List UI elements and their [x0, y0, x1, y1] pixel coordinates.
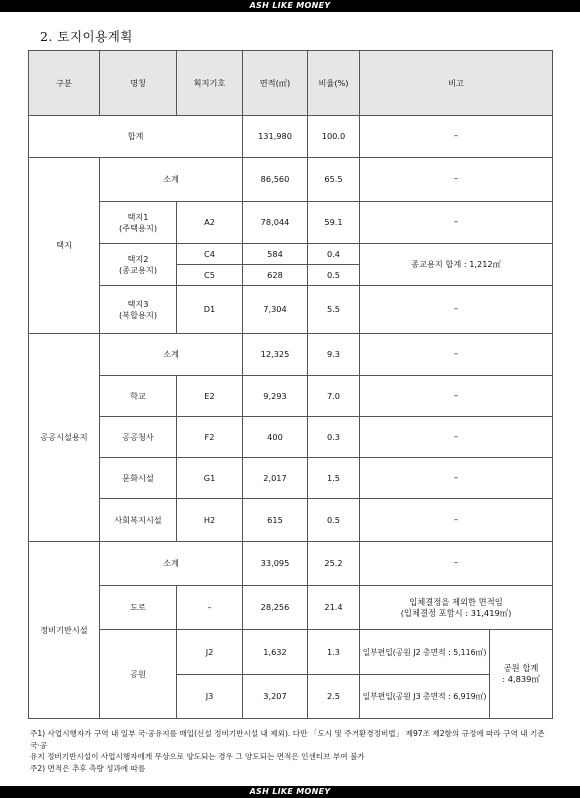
table-row-housing-subtotal: [29, 158, 553, 202]
housing-2b-ratio: 0.5: [308, 265, 360, 286]
school-code: E2: [177, 376, 243, 417]
housing-2-name-line2: (종교용지): [118, 264, 158, 275]
housing-subtotal-ratio: 65.5: [308, 158, 360, 202]
section-heading: 2. 토지이용계획: [40, 29, 133, 44]
infra-subtotal-ratio: 25.2: [308, 542, 360, 586]
road-area: 28,256: [243, 586, 308, 630]
park-j3-area: 3,207: [243, 675, 308, 719]
housing-3-area: 7,304: [243, 286, 308, 334]
table-row-public-subtotal: [29, 334, 553, 376]
park-j2-code: J2: [177, 630, 243, 675]
public-subtotal-label: 소계: [100, 334, 243, 376]
housing-1-code: A2: [177, 202, 243, 244]
col-header-area: 면적(㎡): [243, 51, 308, 116]
school-area: 9,293: [243, 376, 308, 417]
school-note: –: [360, 376, 553, 417]
footnote-1b: 유지 정비기반시설이 사업시행자에게 무상으로 양도되는 경우 그 양도되는 면적은 인센티브 부여 불가: [30, 752, 365, 761]
land-use-table: [28, 50, 553, 719]
col-header-ratio: 비율(%): [308, 51, 360, 116]
housing-2b-area: 628: [243, 265, 308, 286]
road-code: –: [177, 586, 243, 630]
park-j2-ratio: 1.3: [308, 630, 360, 675]
welfare-code: H2: [177, 499, 243, 542]
park-sum-line1: 공원 합계: [503, 663, 539, 673]
footnote-2: 주2) 면적은 추후 측량 성과에 따름: [30, 763, 146, 773]
welfare-area: 615: [243, 499, 308, 542]
housing-2a-code: C4: [177, 244, 243, 265]
infra-subtotal-area: 33,095: [243, 542, 308, 586]
road-name: 도로: [100, 586, 177, 630]
table-header-row: [29, 51, 553, 116]
housing-category: 택지: [29, 158, 100, 334]
housing-2-name-line1: 택지2: [127, 253, 149, 264]
road-note: [360, 586, 553, 630]
housing-1-name-line2: (주택용지): [118, 222, 158, 233]
culture-area: 2,017: [243, 458, 308, 499]
housing-1-area: 78,044: [243, 202, 308, 244]
office-name: 공공청사: [100, 417, 177, 458]
culture-ratio: 1.5: [308, 458, 360, 499]
housing-subtotal-label: 소계: [100, 158, 243, 202]
total-label: 합계: [29, 116, 243, 158]
table-row-road: [29, 586, 553, 630]
col-header-category: 구분: [29, 51, 100, 116]
housing-subtotal-note: –: [360, 158, 553, 202]
table-row-housing-1: [29, 202, 553, 244]
table-row-park-j2: [29, 630, 553, 675]
public-subtotal-ratio: 9.3: [308, 334, 360, 376]
culture-note: –: [360, 458, 553, 499]
park-name: 공원: [100, 630, 177, 719]
housing-3-note: –: [360, 286, 553, 334]
col-header-code: 획지기호: [177, 51, 243, 116]
table-row-culture: [29, 458, 553, 499]
infra-subtotal-label: 소계: [100, 542, 243, 586]
bottom-banner: ASH LIKE MONEY: [0, 786, 580, 798]
footnote-1a: 주1) 사업시행자가 구역 내 일부 국·공유지를 매입(신설 정비기반시설 내 제외). 다만 「도시 및 주거환경정비법」 제97조 제2항의 규정에 따라 구역 내 기존 국·공: [30, 729, 545, 750]
col-header-note: 비고: [360, 51, 553, 116]
housing-1-note: –: [360, 202, 553, 244]
park-j2-area: 1,632: [243, 630, 308, 675]
park-j2-note: 일부편입(공원 J2 총면적 : 5,116㎡): [360, 630, 490, 675]
table-row-housing-2a: [29, 244, 553, 265]
housing-3-name-line1: 택지3: [127, 298, 149, 309]
public-category: 공공시설용지: [29, 334, 100, 542]
housing-2a-area: 584: [243, 244, 308, 265]
housing-2b-code: C5: [177, 265, 243, 286]
road-note-line1: 입체결정을 제외한 면적임: [409, 596, 503, 607]
park-sum-line2: : 4,839㎡: [502, 674, 540, 684]
road-note-line2: (입체결정 포함시 : 31,419㎡): [400, 607, 512, 618]
welfare-name: 사회복지시설: [100, 499, 177, 542]
table-row-welfare: [29, 499, 553, 542]
infra-category: 정비기반시설: [29, 542, 100, 719]
total-ratio: 100.0: [308, 116, 360, 158]
park-j3-ratio: 2.5: [308, 675, 360, 719]
welfare-note: –: [360, 499, 553, 542]
table-row-total: [29, 116, 553, 158]
total-area: 131,980: [243, 116, 308, 158]
housing-1-name: [100, 202, 177, 244]
welfare-ratio: 0.5: [308, 499, 360, 542]
footnotes: [30, 728, 552, 774]
housing-2-name: [100, 244, 177, 286]
table-row-office: [29, 417, 553, 458]
office-code: F2: [177, 417, 243, 458]
col-header-name: 명칭: [100, 51, 177, 116]
park-sum-note: [490, 630, 553, 719]
housing-2-note: 종교용지 합계 : 1,212㎡: [360, 244, 553, 286]
park-j3-code: J3: [177, 675, 243, 719]
office-area: 400: [243, 417, 308, 458]
culture-code: G1: [177, 458, 243, 499]
housing-3-ratio: 5.5: [308, 286, 360, 334]
public-subtotal-note: –: [360, 334, 553, 376]
housing-3-name-line2: (복합용지): [118, 309, 158, 320]
housing-3-code: D1: [177, 286, 243, 334]
school-name: 학교: [100, 376, 177, 417]
top-banner: ASH LIKE MONEY: [0, 0, 580, 12]
housing-subtotal-area: 86,560: [243, 158, 308, 202]
road-ratio: 21.4: [308, 586, 360, 630]
infra-subtotal-note: –: [360, 542, 553, 586]
school-ratio: 7.0: [308, 376, 360, 417]
housing-3-name: [100, 286, 177, 334]
table-row-school: [29, 376, 553, 417]
park-j3-note: 일부편입(공원 J3 총면적 : 6,919㎡): [360, 675, 490, 719]
culture-name: 문화시설: [100, 458, 177, 499]
housing-1-name-line1: 택지1: [127, 211, 149, 222]
office-note: –: [360, 417, 553, 458]
table-row-infra-subtotal: [29, 542, 553, 586]
public-subtotal-area: 12,325: [243, 334, 308, 376]
total-note: –: [360, 116, 553, 158]
table-row-housing-3: [29, 286, 553, 334]
housing-1-ratio: 59.1: [308, 202, 360, 244]
office-ratio: 0.3: [308, 417, 360, 458]
housing-2a-ratio: 0.4: [308, 244, 360, 265]
